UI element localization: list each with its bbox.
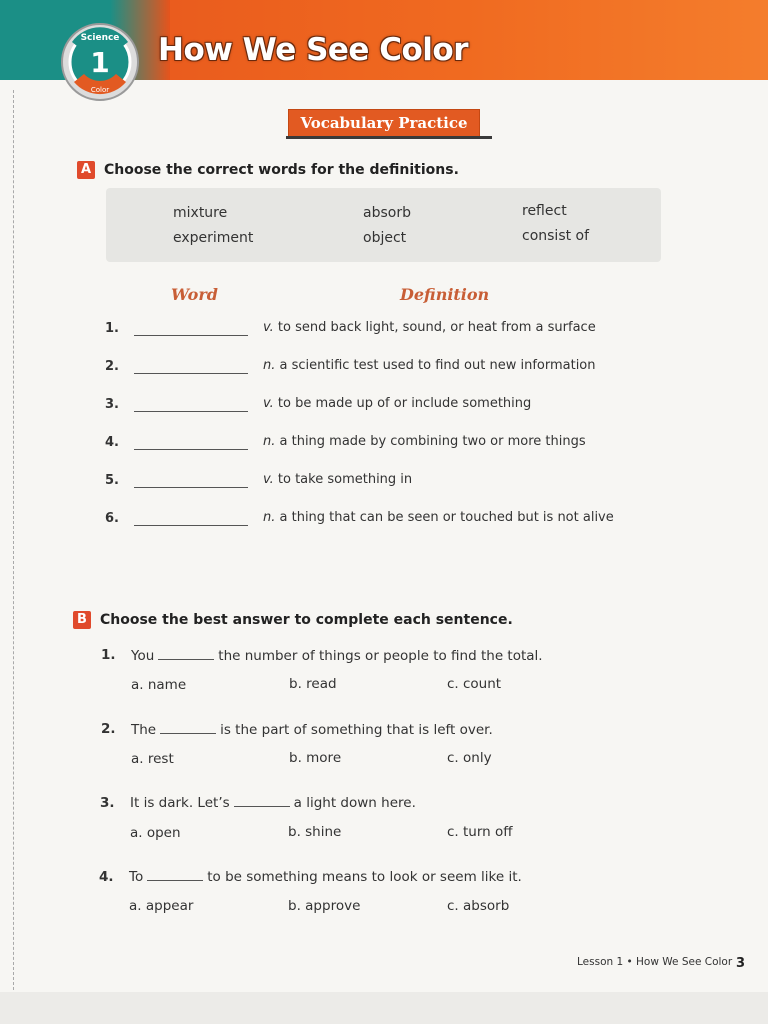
- option-a[interactable]: a. rest: [131, 751, 174, 767]
- answer-blank[interactable]: [134, 449, 248, 450]
- option-a[interactable]: a. name: [131, 677, 187, 693]
- option-b[interactable]: b. shine: [288, 824, 342, 840]
- lesson-footer: Lesson 1 • How We See Color: [577, 956, 733, 968]
- word-bank-item: mixture: [173, 205, 228, 221]
- sentence-blank[interactable]: [160, 721, 216, 734]
- page-title: How We See Color: [158, 32, 469, 68]
- question-number: 1.: [101, 647, 116, 663]
- science-lesson-badge: [60, 22, 140, 102]
- answer-blank[interactable]: [134, 411, 248, 412]
- part-of-speech: v.: [263, 472, 274, 487]
- question-number: 4.: [99, 869, 114, 885]
- word-bank-item: reflect: [522, 203, 567, 219]
- badge-top-text: Science: [80, 33, 120, 43]
- background-surface: [0, 992, 768, 1024]
- vocabulary-practice-tab: Vocabulary Practice: [288, 109, 480, 137]
- word-column-heading: Word: [171, 285, 218, 304]
- badge-bottom-text: Color: [90, 86, 110, 94]
- section-b-heading: [73, 611, 513, 629]
- option-b[interactable]: b. approve: [288, 898, 361, 914]
- sentence-blank[interactable]: [234, 794, 290, 807]
- definition-text: v. to send back light, sound, or heat from a surface: [263, 320, 596, 335]
- part-of-speech: v.: [263, 320, 274, 335]
- option-b[interactable]: b. read: [289, 676, 337, 692]
- question-sentence: To to be something means to look or seem like it.: [129, 869, 522, 885]
- option-c[interactable]: c. only: [447, 750, 492, 766]
- option-c[interactable]: c. count: [447, 676, 502, 692]
- part-of-speech: v.: [263, 396, 274, 411]
- answer-blank[interactable]: [134, 487, 248, 488]
- question-sentence: It is dark. Let’s a light down here.: [130, 795, 416, 811]
- cut-line: [13, 90, 14, 990]
- item-number: 6.: [105, 511, 119, 526]
- part-of-speech: n.: [263, 358, 276, 373]
- definition-text: n. a thing that can be seen or touched but is not alive: [263, 510, 614, 525]
- item-number: 2.: [105, 359, 119, 374]
- question-number: 2.: [101, 721, 116, 737]
- answer-blank[interactable]: [134, 335, 248, 336]
- definition-column-heading: Definition: [400, 285, 490, 304]
- word-bank: [106, 188, 661, 262]
- word-bank-item: consist of: [522, 228, 590, 244]
- word-bank-item: object: [363, 230, 407, 246]
- option-a[interactable]: a. open: [130, 825, 181, 841]
- answer-blank[interactable]: [134, 525, 248, 526]
- definition-text: v. to take something in: [263, 472, 413, 487]
- sentence-blank[interactable]: [158, 647, 214, 660]
- section-a-instruction: Choose the correct words for the definitions.: [104, 162, 459, 178]
- answer-blank[interactable]: [134, 373, 248, 374]
- section-a-letter: A: [77, 161, 95, 179]
- question-sentence: The is the part of something that is left over.: [131, 722, 493, 738]
- word-bank-item: experiment: [173, 230, 254, 246]
- option-c[interactable]: c. absorb: [447, 898, 510, 914]
- section-b-instruction: Choose the best answer to complete each sentence.: [100, 612, 513, 628]
- page-number: 3: [736, 956, 746, 971]
- question-number: 3.: [100, 795, 115, 811]
- option-a[interactable]: a. appear: [129, 898, 194, 914]
- item-number: 4.: [105, 435, 119, 450]
- definition-text: n. a thing made by combining two or more things: [263, 434, 586, 449]
- word-bank-item: absorb: [363, 205, 411, 221]
- item-number: 3.: [105, 397, 119, 412]
- question-sentence: You the number of things or people to find the total.: [131, 648, 543, 664]
- section-b-letter: B: [73, 611, 91, 629]
- item-number: 5.: [105, 473, 119, 488]
- option-b[interactable]: b. more: [289, 750, 342, 766]
- sentence-blank[interactable]: [147, 868, 203, 881]
- option-c[interactable]: c. turn off: [447, 824, 513, 840]
- section-a-heading: [77, 161, 459, 179]
- definition-text: n. a scientific test used to find out new information: [263, 358, 596, 373]
- part-of-speech: n.: [263, 434, 276, 449]
- badge-number: 1: [90, 46, 110, 79]
- definition-text: v. to be made up of or include something: [263, 396, 532, 411]
- part-of-speech: n.: [263, 510, 276, 525]
- item-number: 1.: [105, 321, 119, 336]
